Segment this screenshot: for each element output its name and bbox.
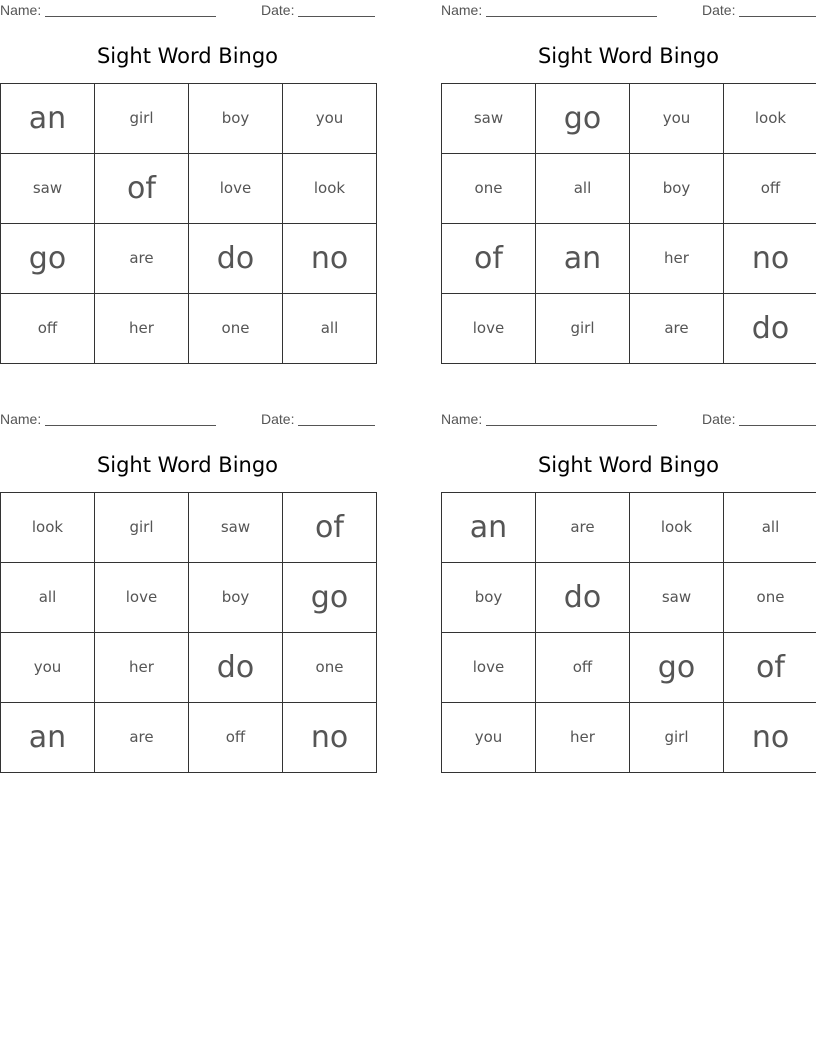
bingo-cell: all bbox=[724, 493, 816, 563]
bingo-cell: one bbox=[724, 563, 816, 633]
bingo-grid bbox=[441, 83, 816, 364]
bingo-cell: no bbox=[724, 703, 816, 773]
bingo-cell: an bbox=[1, 84, 95, 154]
name-line bbox=[486, 16, 657, 17]
bingo-cell: girl bbox=[95, 84, 189, 154]
grid-row bbox=[1, 84, 377, 154]
card-header bbox=[0, 411, 375, 429]
date-line bbox=[739, 425, 816, 426]
bingo-cell: do bbox=[536, 563, 630, 633]
bingo-cell: love bbox=[95, 563, 189, 633]
bingo-cell: no bbox=[283, 703, 377, 773]
card-title: Sight Word Bingo bbox=[537, 453, 720, 477]
bingo-cell: you bbox=[1, 633, 95, 703]
bingo-cell: boy bbox=[189, 84, 283, 154]
bingo-cell: no bbox=[724, 224, 816, 294]
bingo-cell: love bbox=[442, 294, 536, 364]
bingo-cell: look bbox=[630, 493, 724, 563]
date-line bbox=[298, 425, 375, 426]
bingo-cell: off bbox=[1, 294, 95, 364]
date-line bbox=[298, 16, 375, 17]
bingo-cell: her bbox=[536, 703, 630, 773]
card-header bbox=[441, 411, 816, 429]
bingo-cell: you bbox=[630, 84, 724, 154]
bingo-cell: go bbox=[283, 563, 377, 633]
bingo-cell: are bbox=[630, 294, 724, 364]
bingo-cell: boy bbox=[189, 563, 283, 633]
grid-row bbox=[442, 84, 816, 154]
name-label: Name: bbox=[441, 411, 483, 427]
bingo-cell: saw bbox=[189, 493, 283, 563]
bingo-cell: you bbox=[283, 84, 377, 154]
bingo-cell: of bbox=[442, 224, 536, 294]
bingo-grid bbox=[441, 492, 816, 773]
name-label: Name: bbox=[0, 411, 42, 427]
bingo-cell: girl bbox=[630, 703, 724, 773]
bingo-card-1 bbox=[0, 0, 375, 370]
bingo-cell: boy bbox=[442, 563, 536, 633]
bingo-cell: go bbox=[1, 224, 95, 294]
bingo-cell: off bbox=[536, 633, 630, 703]
bingo-cell: girl bbox=[95, 493, 189, 563]
bingo-cell: do bbox=[724, 294, 816, 364]
bingo-cell: girl bbox=[536, 294, 630, 364]
bingo-cell: of bbox=[283, 493, 377, 563]
bingo-card-3 bbox=[0, 409, 375, 779]
bingo-grid bbox=[0, 83, 377, 364]
bingo-cell: are bbox=[95, 703, 189, 773]
grid-row bbox=[1, 154, 377, 224]
bingo-cell: her bbox=[630, 224, 724, 294]
name-label: Name: bbox=[0, 2, 42, 18]
name-label: Name: bbox=[441, 2, 483, 18]
bingo-cell: do bbox=[189, 224, 283, 294]
bingo-cell: love bbox=[442, 633, 536, 703]
date-line bbox=[739, 16, 816, 17]
bingo-cell: all bbox=[1, 563, 95, 633]
card-header bbox=[441, 2, 816, 20]
bingo-cell: an bbox=[1, 703, 95, 773]
grid-row bbox=[442, 224, 816, 294]
bingo-card-4 bbox=[441, 409, 816, 779]
bingo-cell: one bbox=[189, 294, 283, 364]
date-label: Date: bbox=[702, 2, 736, 18]
bingo-cell: are bbox=[95, 224, 189, 294]
bingo-card-2 bbox=[441, 0, 816, 370]
bingo-cell: love bbox=[189, 154, 283, 224]
card-title: Sight Word Bingo bbox=[537, 44, 720, 68]
bingo-cell: all bbox=[283, 294, 377, 364]
bingo-cell: saw bbox=[1, 154, 95, 224]
bingo-cell: look bbox=[1, 493, 95, 563]
card-header bbox=[0, 2, 375, 20]
date-label: Date: bbox=[261, 411, 295, 427]
card-title: Sight Word Bingo bbox=[96, 44, 279, 68]
grid-row bbox=[1, 294, 377, 364]
bingo-cell: of bbox=[95, 154, 189, 224]
grid-row bbox=[442, 294, 816, 364]
name-line bbox=[486, 425, 657, 426]
grid-row bbox=[1, 703, 377, 773]
bingo-cell: of bbox=[724, 633, 816, 703]
bingo-cell: do bbox=[189, 633, 283, 703]
name-line bbox=[45, 16, 216, 17]
bingo-cell: an bbox=[536, 224, 630, 294]
bingo-cell: no bbox=[283, 224, 377, 294]
grid-row bbox=[1, 633, 377, 703]
bingo-cell: all bbox=[536, 154, 630, 224]
bingo-cell: go bbox=[630, 633, 724, 703]
bingo-cell: an bbox=[442, 493, 536, 563]
bingo-cell: saw bbox=[442, 84, 536, 154]
bingo-cell: her bbox=[95, 294, 189, 364]
bingo-cell: off bbox=[189, 703, 283, 773]
date-label: Date: bbox=[702, 411, 736, 427]
grid-row bbox=[442, 154, 816, 224]
grid-row bbox=[442, 633, 816, 703]
name-line bbox=[45, 425, 216, 426]
grid-row bbox=[442, 493, 816, 563]
grid-row bbox=[442, 703, 816, 773]
bingo-cell: saw bbox=[630, 563, 724, 633]
bingo-cell: look bbox=[283, 154, 377, 224]
grid-row bbox=[1, 493, 377, 563]
bingo-cell: you bbox=[442, 703, 536, 773]
bingo-cell: look bbox=[724, 84, 816, 154]
bingo-grid bbox=[0, 492, 377, 773]
bingo-cell: boy bbox=[630, 154, 724, 224]
grid-row bbox=[442, 563, 816, 633]
bingo-cell: one bbox=[283, 633, 377, 703]
date-label: Date: bbox=[261, 2, 295, 18]
bingo-cell: one bbox=[442, 154, 536, 224]
grid-row bbox=[1, 563, 377, 633]
bingo-cell: go bbox=[536, 84, 630, 154]
bingo-cell: off bbox=[724, 154, 816, 224]
bingo-cell: her bbox=[95, 633, 189, 703]
grid-row bbox=[1, 224, 377, 294]
card-title: Sight Word Bingo bbox=[96, 453, 279, 477]
bingo-cell: are bbox=[536, 493, 630, 563]
